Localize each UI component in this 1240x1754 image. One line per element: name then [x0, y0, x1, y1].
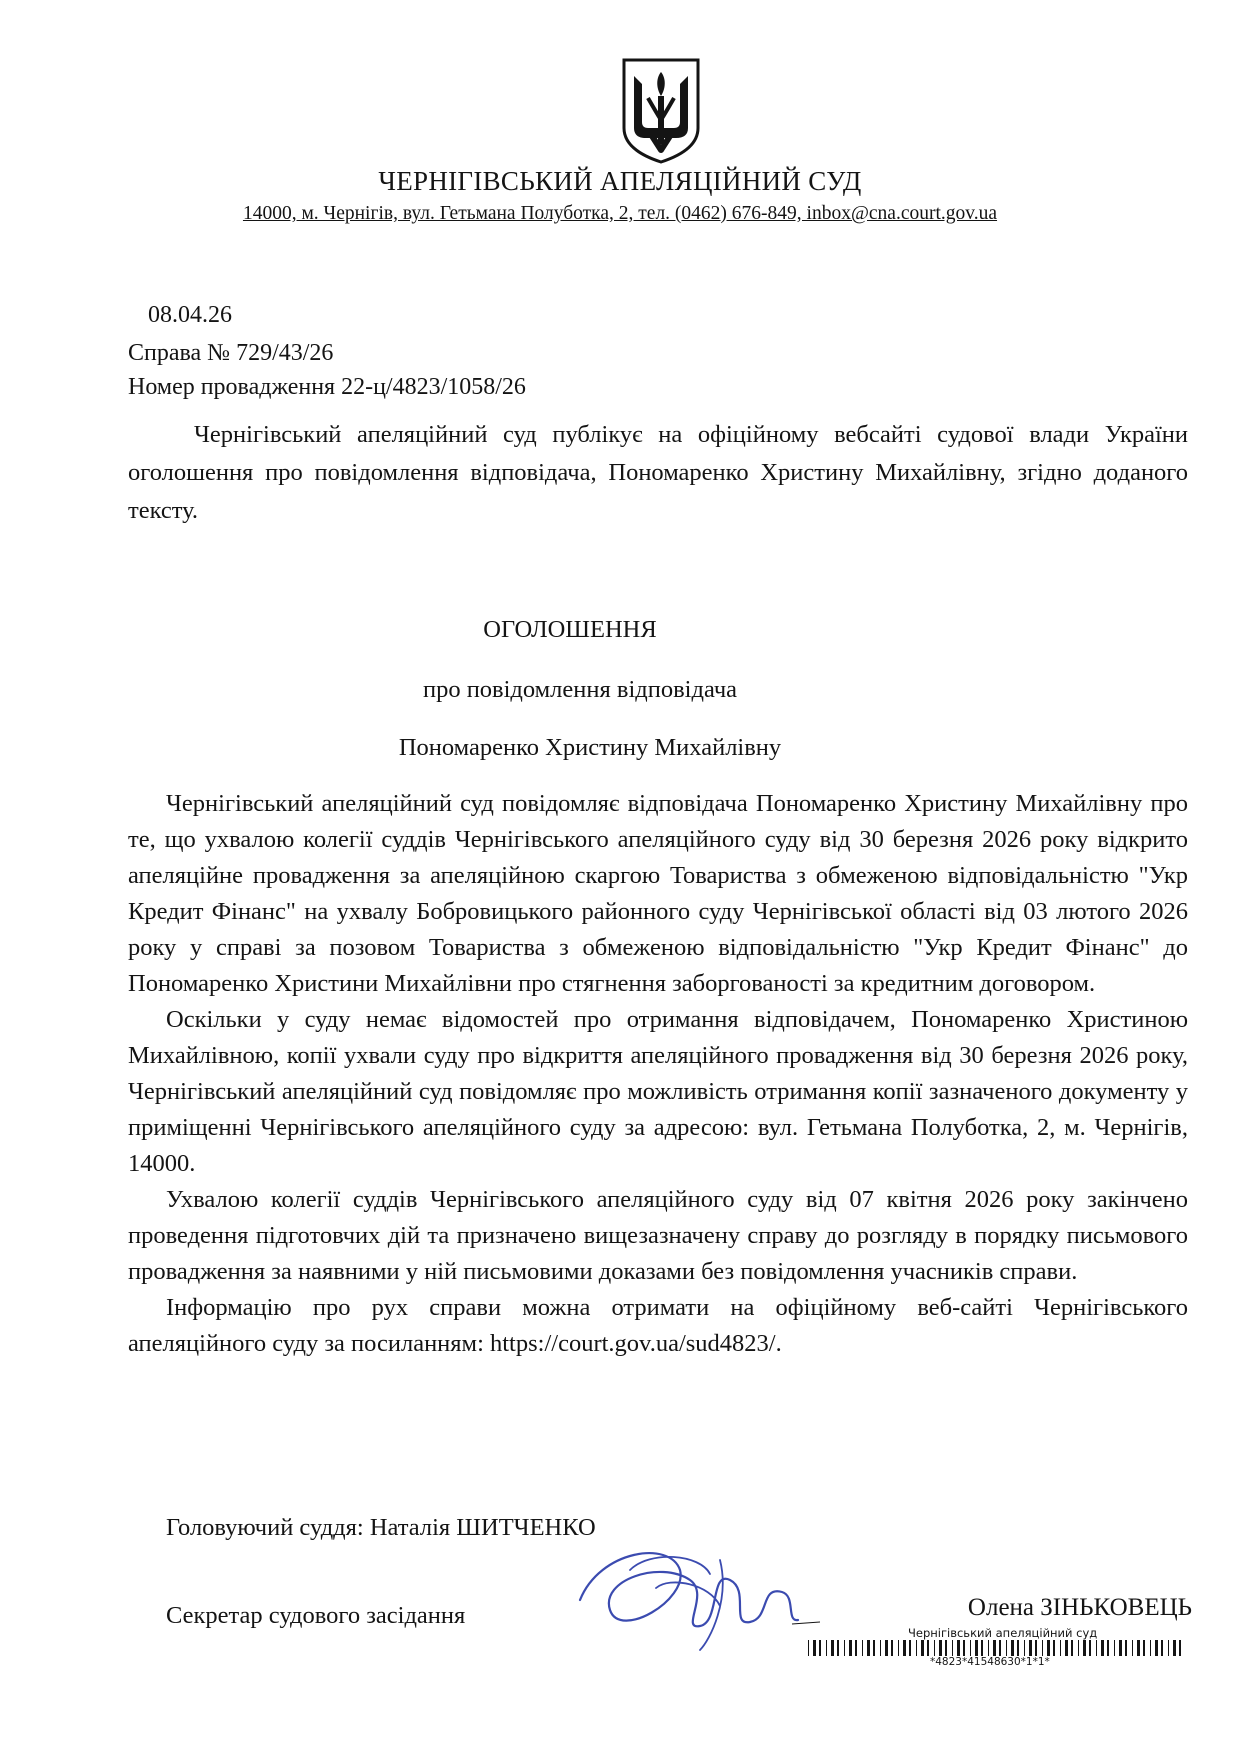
- barcode-bar: [867, 1640, 870, 1656]
- barcode-bar: [1137, 1640, 1140, 1656]
- handwritten-signature: [560, 1530, 820, 1660]
- intro-paragraph: Чернігівський апеляційний суд публікує на офіційному вебсайті судової влади України оголошення про повідомлення відповідача, Пономаренко Христину Михайлівну, згідно доданого тексту.: [128, 421, 1188, 524]
- court-name: ЧЕРНІГІВСЬКИЙ АПЕЛЯЦІЙНИЙ СУД: [378, 166, 862, 196]
- proceeding-number: Номер провадження 22-ц/4823/1058/26: [128, 374, 526, 400]
- barcode-bar: [1114, 1640, 1115, 1656]
- barcode-bar: [981, 1640, 983, 1656]
- barcode-bar: [831, 1640, 834, 1656]
- barcode-bar: [1150, 1640, 1151, 1656]
- barcode-bar: [963, 1640, 965, 1656]
- case-number: Справа № 729/43/26: [128, 340, 334, 366]
- barcode-bar: [921, 1640, 924, 1656]
- barcode-bar: [1083, 1640, 1086, 1656]
- barcode-bar: [1065, 1640, 1068, 1656]
- barcode-bar: [1143, 1640, 1145, 1656]
- trident-emblem-icon: [620, 58, 702, 164]
- announcement-title: ОГОЛОШЕННЯ: [483, 616, 657, 643]
- barcode-bar: [1101, 1640, 1104, 1656]
- barcode-bar: [1035, 1640, 1037, 1656]
- barcode-bar: [1161, 1640, 1163, 1656]
- announcement-body: [128, 786, 1188, 1362]
- barcode-bar: [808, 1640, 809, 1656]
- announcement-subtitle: про повідомлення відповідача: [422, 676, 738, 703]
- stamp-court-name: Чернігівський апеляційний суд: [908, 1626, 1098, 1640]
- barcode-bar: [819, 1640, 821, 1656]
- barcode-bar: [1042, 1640, 1043, 1656]
- barcode-bar: [999, 1640, 1001, 1656]
- barcode-bar: [934, 1640, 935, 1656]
- barcode-bar: [975, 1640, 978, 1656]
- barcode-bar: [1107, 1640, 1109, 1656]
- barcode-bar: [826, 1640, 827, 1656]
- barcode-bar: [909, 1640, 911, 1656]
- body-paragraph: Чернігівський апеляційний суд повідомляє відповідача Пономаренко Христину Михайлівну про те, що ухвалою колегії суддів Чернігівського апеляційного суду від 30 березня 2026 року відкрито апеляційне провадження за апеляційною скаргою Товариства з обмеженою відповідальністю "Укр Кредит Фінанс" на ухвалу Бобровицького районного суду Чернігівської області від 03 лютого 2026 року у справі за позовом Товариства з обмеженою відповідальністю "Укр Кредит Фінанс" до Пономаренко Христини Михайлівни про стягнення заборгованості за кредитним договором.: [128, 790, 1188, 997]
- barcode-bar: [1173, 1640, 1176, 1656]
- barcode-bar: [1179, 1640, 1181, 1656]
- barcode-bar: [916, 1640, 917, 1656]
- barcode-bar: [844, 1640, 845, 1656]
- barcode-bar: [891, 1640, 893, 1656]
- barcode-bar: [903, 1640, 906, 1656]
- barcode-bar: [927, 1640, 929, 1656]
- barcode-bar: [880, 1640, 881, 1656]
- barcode-bar: [1078, 1640, 1079, 1656]
- barcode-bar: [1017, 1640, 1019, 1656]
- barcode-bar: [862, 1640, 863, 1656]
- barcode-bar: [1125, 1640, 1127, 1656]
- barcode-bar: [1006, 1640, 1007, 1656]
- barcode-text: *4823*41548630*1*1*: [930, 1656, 1050, 1668]
- barcode-bar: [988, 1640, 989, 1656]
- court-address: 14000, м. Чернігів, вул. Гетьмана Полуботка, 2, тел. (0462) 676-849, inbox@cna.court.gov.ua: [242, 203, 998, 224]
- barcode-bar: [1053, 1640, 1055, 1656]
- barcode-bar: [1089, 1640, 1091, 1656]
- barcode-bar: [957, 1640, 960, 1656]
- body-paragraph: Інформацію про рух справи можна отримати на офіційному веб-сайті Чернігівського апеляційного суду за посиланням: https://court.gov.ua/sud4823/.: [128, 1294, 1188, 1357]
- barcode-bar: [952, 1640, 953, 1656]
- announcement-person: Пономаренко Христину Михайлівну: [398, 734, 782, 761]
- barcode-bar: [873, 1640, 875, 1656]
- barcode-bar: [1096, 1640, 1097, 1656]
- barcode-bar: [1155, 1640, 1158, 1656]
- presiding-judge: Головуючий суддя: Наталія ШИТЧЕНКО: [166, 1514, 596, 1541]
- body-paragraph: Оскільки у суду немає відомостей про отримання відповідачем, Пономаренко Христиною Михайлівною, копії ухвали суду про відкриття апеляційного провадження від 30 березня 2026 року, Чернігівський апеляційний суд повідомляє про можливість отримання копії зазначеного документу у приміщенні Чернігівського апеляційного суду за адресою: вул. Гетьмана Полуботка, 2, м. Чернігів, 14000.: [128, 1006, 1188, 1177]
- barcode-bar: [837, 1640, 839, 1656]
- secretary-name: Олена ЗІНЬКОВЕЦЬ: [967, 1594, 1192, 1621]
- document-date: 08.04.26: [148, 302, 232, 328]
- secretary-label: Секретар судового засідання: [166, 1602, 466, 1629]
- barcode-bar: [939, 1640, 942, 1656]
- barcode-bar: [855, 1640, 857, 1656]
- barcode-bar: [813, 1640, 816, 1656]
- barcode-bar: [1029, 1640, 1032, 1656]
- barcode-bar: [885, 1640, 888, 1656]
- barcode-bar: [898, 1640, 899, 1656]
- barcode-bar: [1119, 1640, 1122, 1656]
- barcode-bar: [1011, 1640, 1014, 1656]
- barcode-bar: [993, 1640, 996, 1656]
- barcode-bar: [1060, 1640, 1061, 1656]
- barcode-bar: [1047, 1640, 1050, 1656]
- barcode-bar: [1071, 1640, 1073, 1656]
- barcode-bar: [1168, 1640, 1169, 1656]
- barcode-bar: [1132, 1640, 1133, 1656]
- body-paragraph: Ухвалою колегії суддів Чернігівського апеляційного суду від 07 квітня 2026 року закінчено проведення підготовчих дій та призначено вищезазначену справу до розгляду в порядку письмового провадження за наявними у ній письмовими доказами без повідомлення учасників справи.: [128, 1186, 1188, 1285]
- barcode-bar: [1024, 1640, 1025, 1656]
- barcode-bar: [849, 1640, 852, 1656]
- barcode-bar: [970, 1640, 971, 1656]
- barcode-bar: [945, 1640, 947, 1656]
- barcode: [808, 1640, 1188, 1656]
